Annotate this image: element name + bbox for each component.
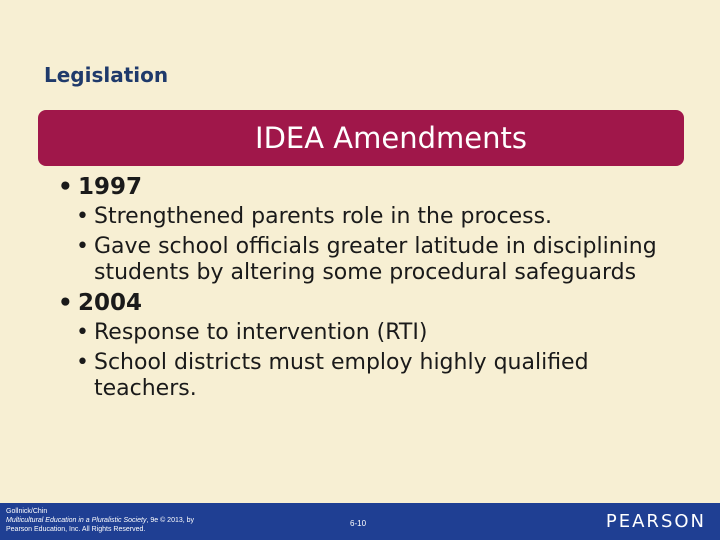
sub-bullet (76, 232, 698, 286)
footer-book-line (6, 516, 266, 525)
sub-bullet (76, 348, 698, 402)
bullet-dot-icon: • (58, 174, 73, 200)
section-label: Legislation (44, 63, 169, 87)
sub-bullet-text: Response to intervention (RTI) (94, 320, 428, 345)
bullet-heading: 1997 (78, 174, 143, 200)
slide-title: IDEA Amendments (255, 121, 527, 155)
bullet-dot-icon: • (76, 234, 89, 259)
footer-book-title: Multicultural Education in a Pluralistic Society (6, 517, 147, 524)
bullet-dot-icon: • (76, 350, 89, 375)
footer-authors: Gollnick/Chin (6, 508, 48, 515)
title-bar (38, 110, 684, 166)
footer-bar (0, 503, 720, 540)
footer-credit (6, 507, 266, 534)
bullet-heading: 2004 (78, 290, 143, 316)
sub-bullet-text: School districts must employ highly qualified teachers. (94, 350, 589, 401)
footer-publisher: Pearson Education, Inc. All Rights Reserved. (6, 526, 146, 533)
sub-bullet (76, 318, 698, 348)
bullet-2004 (58, 288, 698, 318)
bullet-1997 (58, 172, 698, 202)
sub-bullet-text: Gave school officials greater latitude in disciplining students by altering some procedural safeguards (94, 234, 657, 285)
footer-copyright: , 9e © 2013, by (146, 517, 195, 524)
bullet-dot-icon: • (76, 320, 89, 345)
page-number: 6-10 (350, 519, 367, 528)
slide-content (58, 172, 698, 402)
sub-bullet (76, 202, 698, 232)
pearson-logo: PEARSON (605, 511, 706, 532)
bullet-dot-icon: • (58, 290, 73, 316)
bullet-dot-icon: • (76, 204, 89, 229)
sub-bullet-text: Strengthened parents role in the process. (94, 204, 553, 229)
